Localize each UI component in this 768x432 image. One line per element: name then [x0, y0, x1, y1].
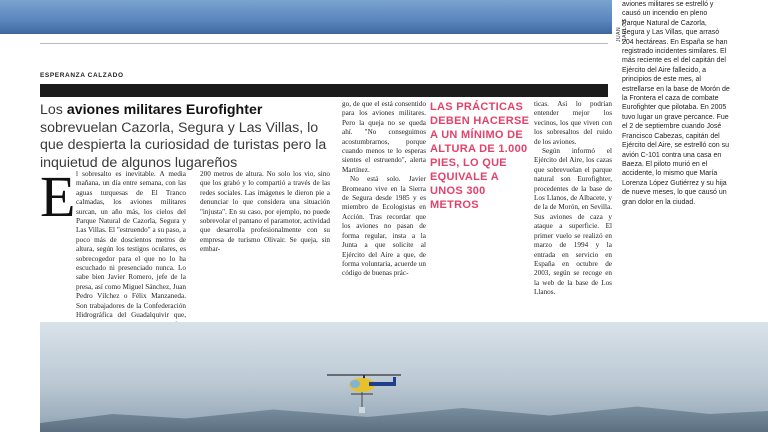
sidebar-text: aviones militares se estrelló y causó un incendio en pleno Parque Natural de Cazorla, Segura y Las Villas, que arrasó 204 hectáreas. En España se han registrado incidentes similares. El más reciente es el del capitán del Ejército del Aire fallecido, a principios de este mes, al estrellarse en la base de Morón de la Frontera el caza de combate Eurofighter que pilotaba. En 2005 tuvo lugar un grave percance. Fue el 2 de septiembre cuando José Francisco Cabezas, capitán del Ejército del Aire, se estrelló con su avión C-101 contra una casa en Baeza. El piloto murió en el accidente, lo mismo que María Lorenza López Gutiérrez y su hija de nueve meses, lo que causó un gran dolor en la ciudad.: [622, 1, 730, 206]
helicopter-icon: [325, 370, 405, 414]
section-bar: [40, 84, 608, 97]
column-4: [534, 100, 612, 298]
bottom-photo: [40, 322, 768, 432]
column-3-text-b: No está solo. Javier Bromeano vive en la Sierra de Segura desde 1985 y es miembro de Ecologistas en Acción. Tras recordar que los aviones no pasan de forma regular, insta a la Junta a que solicite al Ejército del Aire a que, de forma voluntaria, acuerde un código de buenas prác-: [342, 175, 426, 278]
column-1-text: l sobresalto es inevitable. A media mañana, un día entre semana, con las aguas turquesas de El Tranco calmadas, los aviones militares surcan, un año más, los cielos del Parque Natural de Cazorla, Segura y Las Villas. El "estruendo" a su paso, a poco más de doscientos metros de altura, según los testigos oculares, es sobrecogedor para el que no lo ha escuchado ni presenciado nunca. Lo sabe bien Javier Romero, jefe de la presa, así como Miguel Sánchez, Juan Pedro Vílchez o Félix Manzaneda. Son trabajadores de la Confederación Hidrográfica del Guadalquivir que,: [76, 170, 186, 320]
column-3-text-a: go, de que el está consentido para los aviones militares. Pero la queja no se queda ahí. "No conseguimos acostumbrarnos, porque cuando menos te lo esperas sientes el estruendo", alerta Martínez.: [342, 100, 426, 174]
top-photo: [0, 0, 612, 34]
dropcap: E: [40, 164, 76, 229]
column-4-text-a: ticas. Así lo podrían entender mejor los vecinos, los que viven con los sobresaltos del ruido de los aviones.: [534, 100, 612, 146]
column-2: [200, 170, 330, 255]
headline: [40, 102, 340, 172]
headline-lead: Los: [40, 102, 63, 118]
headline-bold: aviones militares Eurofighter: [66, 102, 263, 118]
top-rule: [40, 43, 608, 44]
photo-credit: JUAN CARLOS: [616, 18, 628, 42]
column-3: [342, 100, 426, 279]
byline: ESPERANZA CALZADO: [40, 72, 124, 79]
pull-quote: LAS PRÁCTICAS DEBEN HACERSE A UN MÍNIMO DE ALTURA DE 1.000 PIES, LO QUE EQUIVALE A UNOS 300 METROS: [430, 101, 530, 211]
headline-rest: sobrevuelan Cazorla, Segura y Las Villas, lo que despierta la curiosidad de turistas pero la inquietud de algunos lugareños: [40, 119, 327, 171]
column-2-text: 200 metros de altura. No solo los vio, sino que los grabó y lo compartió a través de las redes sociales. Las imágenes le dieron pie a denunciar lo que considera una situación "injusta". En su caso, por ejemplo, no puede sobrevolar el pantano el paramotor, actividad que desarrolla profesionalmente con su empresa de turismo Olivair. Se queja, sin embar-: [200, 170, 330, 254]
column-4-text-b: Según informó el Ejército del Aire, los cazas que sobrevuelan el parque natural son Eurofighter, procedentes de la base de Los Llanos, de Albacete, y de la de Morón, en Sevilla. Sus aviones de caza y ataque a superficie. El primer vuelo se realizó en marzo de 1994 y la entrada en servicio en España en octubre de 2003, según se recoge en la web de la base de Los Llanos.: [534, 147, 612, 297]
